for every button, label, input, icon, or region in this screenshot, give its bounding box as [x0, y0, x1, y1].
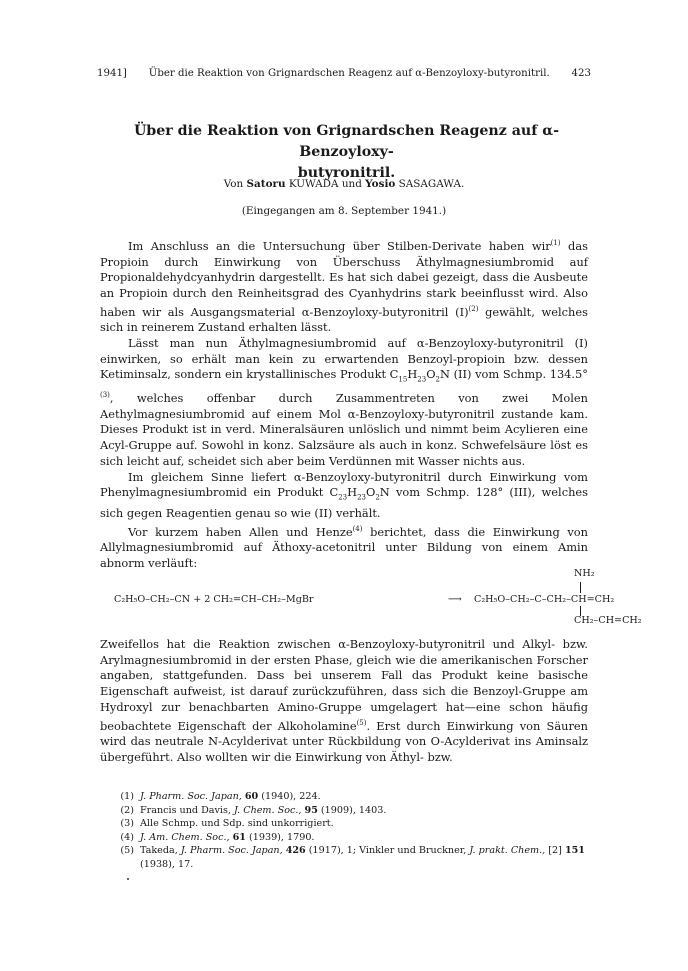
paragraph-2 — [100, 336, 588, 470]
paragraph-5 — [100, 637, 588, 765]
footnote-volume: 426 — [285, 845, 306, 857]
title-line-1: Über die Reaktion von Grignardschen Reagenz auf α-Benzoyloxy- — [133, 123, 560, 160]
footnotes — [100, 790, 588, 872]
footnote-text — [140, 831, 588, 845]
footnote-text — [140, 790, 588, 804]
footnote-rest-3: (1938), 17. — [140, 858, 194, 870]
footnote-1 — [100, 790, 588, 804]
equation-allyl-group: CH₂–CH=CH₂ — [574, 615, 642, 626]
paragraph-1 — [100, 236, 588, 336]
page-number: 423 — [571, 68, 591, 79]
footnote-number: (2) — [120, 804, 134, 816]
footnote-pre: Takeda, — [140, 845, 181, 857]
equation-nh2-group: NH₂ — [574, 568, 595, 579]
footnote-volume-2: 151 — [564, 845, 585, 857]
reaction-equation — [100, 564, 642, 634]
author2-given: Yosio — [365, 178, 396, 190]
equation-bond-upper — [580, 582, 581, 593]
p3-sub-3: 2 — [375, 493, 380, 502]
body-text — [100, 236, 588, 572]
footnote-journal-2: J. prakt. Chem., — [469, 845, 546, 857]
author-conj: und — [341, 178, 362, 190]
footnote-pre: Francis und Davis, — [140, 804, 235, 816]
p3-text-b: H — [347, 485, 358, 500]
article-title — [105, 121, 588, 184]
equation-product: C₂H₅O–CH₂–C–CH₂–CH=CH₂ — [474, 594, 615, 605]
footnote-number: (4) — [120, 831, 134, 843]
title-line-2: butyronitril. — [297, 165, 396, 181]
p3-text-d: N vom Schmp. 128° (III), welches sich gegen Reagentien genau so wie (II) verhält. — [100, 485, 588, 521]
author-line — [97, 178, 591, 190]
reaction-arrow-icon: ⟶ — [448, 594, 462, 605]
footnote-journal: J. Pharm. Soc. Japan, — [140, 791, 242, 802]
footnote-text — [140, 804, 588, 818]
footnote-volume: 61 — [232, 831, 246, 843]
p1-text-c: gewählt, welches sich in reinerem Zustand erhalten lässt. — [100, 304, 588, 335]
author2-family: SASAGAWA. — [398, 178, 465, 190]
p3-text-a: Im gleichem Sinne liefert α-Benzoyloxy-butyronitril durch Einwirkung vom Phenylmagnesiumbromid ein Produkt C — [100, 469, 588, 500]
author1-family: KUWADA — [288, 178, 339, 190]
footnote-ref-2[interactable]: (2) — [468, 304, 479, 313]
footnote-4 — [100, 831, 588, 845]
author-prefix: Von — [223, 178, 244, 190]
footnote-volume: 60 — [244, 791, 259, 802]
running-head — [97, 68, 591, 79]
stray-mark — [127, 878, 129, 880]
p2-text-d: N (II) vom Schmp. 134.5° — [440, 367, 588, 382]
running-head-title: Über die Reaktion von Grignardschen Reagenz auf α-Benzoyloxy-butyronitril. — [148, 68, 550, 79]
footnote-rest: (1917), 1; Vinkler und Bruckner, — [305, 845, 470, 857]
footnote-journal: J. Am. Chem. Soc., — [140, 831, 230, 843]
running-head-year: 1941] — [97, 68, 127, 79]
footnote-ref-1[interactable]: (1) — [550, 239, 561, 247]
footnote-ref-3[interactable]: (3) — [100, 391, 110, 400]
p3-text-c: O — [365, 485, 376, 500]
footnote-number: (3) — [120, 818, 134, 830]
footnote-5 — [100, 844, 588, 871]
footnote-journal: J. Pharm. Soc. Japan, — [180, 845, 283, 857]
footnote-ref-5[interactable]: (5) — [356, 718, 367, 727]
p1-text-b: das Propioin durch Einwirkung von Überschuss Äthylmagnesiumbromid auf Propionaldehydcyanhydrin dargestellt. Es hat sich dabei gezeigt, dass die Ausbeute an Propioin durch den Reinheitsgrad des Cyanhydrins stark beeinflusst wird. Also haben wir als Ausgangsmaterial α-Benzoyloxy-butyronitril (I) — [100, 238, 588, 319]
body-text-continued — [100, 637, 588, 765]
footnote-rest: (1909), 1403. — [317, 804, 387, 816]
p2-sub-3: 2 — [435, 375, 440, 384]
footnote-text: Alle Schmp. und Sdp. sind unkorrigiert. — [140, 818, 334, 830]
footnote-rest: (1939), 1790. — [245, 831, 315, 843]
footnote-number: (5) — [120, 845, 134, 857]
author1-given: Satoru — [246, 178, 286, 190]
footnote-text — [140, 844, 588, 871]
p2-text-b: H — [407, 367, 418, 382]
p2-text-c: O — [426, 367, 436, 382]
equation-reactants: C₂H₅O–CH₂–CN + 2 CH₂=CH–CH₂–MgBr — [114, 594, 314, 605]
p4-text-a: Vor kurzem haben Allen und Henze — [128, 524, 353, 539]
p3-sub-2: 23 — [357, 493, 366, 502]
p3-sub-1: 23 — [338, 493, 348, 502]
p2-text-a: Lässt man nun Äthylmagnesiumbromid auf α-Benzoyloxy-butyronitril (I) einwirken, so erhält man kein zu erwartenden Benzoyl-propioin bzw. dessen Ketiminsalz, sondern ein krystallinisches Produkt C — [100, 335, 588, 382]
p1-text-a: Im Anschluss an die Untersuchung über Stilben-Derivate haben wir — [128, 238, 551, 253]
p2-text-e: , welches offenbar durch Zusammentreten von zwei Molen Aethylmagnesiumbromid auf einem Mol α-Benzoyloxy-butyronitril zustande kam. Dieses Produkt ist in verd. Mineralsäuren unlöslich und nimmt beim Acylieren eine Acyl-Gruppe auf. Sowohl in konz. Salzsäure als auch in konz. Schwefelsäure löst es sich leicht auf, scheidet sich aber beim Verdünnen mit Wasser nichts aus. — [100, 391, 588, 468]
footnote-3 — [100, 817, 588, 831]
footnote-2 — [100, 804, 588, 818]
footnote-rest-2: [2] — [545, 845, 565, 857]
p2-sub-2: 23 — [417, 375, 427, 384]
footnote-volume: 95 — [304, 804, 318, 816]
footnote-ref-4[interactable]: (4) — [352, 524, 363, 533]
footnote-journal: J. Chem. Soc., — [234, 804, 302, 816]
p5-text-b: . Erst durch Einwirkung von Säuren wird das neutrale N-Acylderivat unter Rückbildung von O-Acylderivat ins Aminsalz übergeführt. Also wollten wir die Einwirkung von Äthyl- bzw. — [100, 718, 588, 764]
received-date: (Eingegangen am 8. September 1941.) — [241, 205, 447, 217]
footnote-rest: (1940), 224. — [258, 791, 321, 802]
p4-text-b: berichtet, dass die Einwirkung von Allylmagnesiumbromid auf Äthoxy-acetonitril unter Bildung von einem Amin abnorm verläuft: — [100, 524, 588, 571]
p2-sub-1: 15 — [398, 375, 408, 384]
footnote-number: (1) — [120, 791, 134, 802]
paragraph-3 — [100, 470, 588, 522]
p5-text-a: Zweifellos hat die Reaktion zwischen α-Benzoyloxy-butyronitril und Alkyl- bzw. Arylmagnesiumbromid in der ersten Phase, gleich wie die amerikanischen Forscher angaben, stattgefunden. Dass bei unserem Fall das Produkt keine basische Eigenschaft aufweist, ist darauf zurückzuführen, dass sich die Benzoyl-Gruppe am Hydroxyl zur benachbarten Amino-Gruppe umgelagert hat—eine schon häufig beobachtete Eigenschaft der Alkoholamine — [100, 637, 588, 733]
